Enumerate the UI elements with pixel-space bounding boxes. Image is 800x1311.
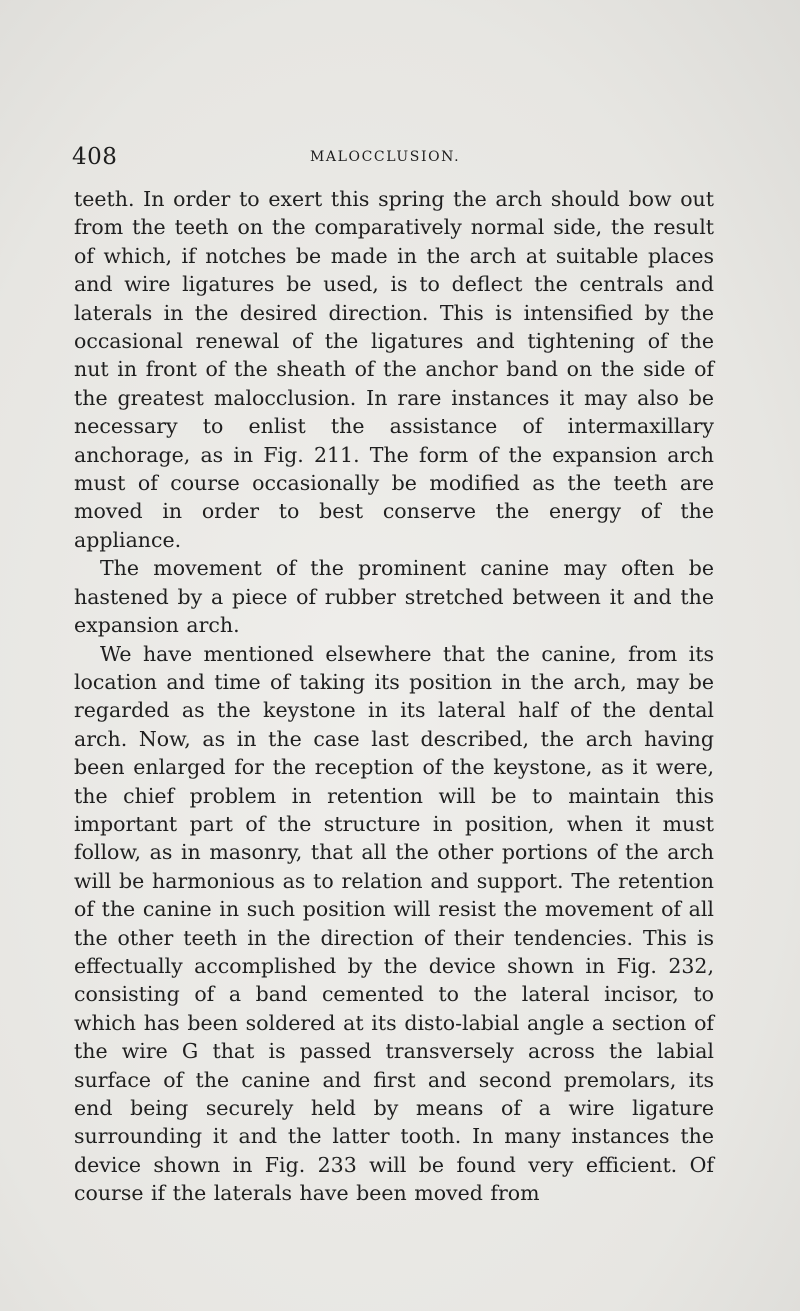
body-text bbox=[74, 185, 714, 1208]
running-head: MALOCCLUSION. bbox=[310, 149, 461, 165]
paragraph: teeth. In order to exert this spring the arch should bow out from the teeth on the comparatively normal side, the result of which, if notches be made in the arch at suitable places and wire ligatures be used, is to deflect the centrals and laterals in the desired direction. This is intensified by the occasional renewal of the ligatures and tightening of the nut in front of the sheath of the anchor band on the side of the greatest malocclusion. In rare instances it may also be necessary to enlist the assistance of intermaxillary anchorage, as in Fig. 211. The form of the expansion arch must of course occasionally be modified as the teeth are moved in order to best conserve the energy of the appliance. bbox=[74, 187, 714, 552]
paragraph: The movement of the prominent canine may often be hastened by a piece of rubber stretched between it and the expansion arch. bbox=[74, 556, 714, 638]
page-number: 408 bbox=[72, 144, 118, 170]
page-header bbox=[72, 140, 722, 180]
paragraph: We have mentioned elsewhere that the canine, from its location and time of taking its position in the arch, may be regarded as the keystone in its lateral half of the dental arch. Now, as in the case last described, the arch having been enlarged for the reception of the keystone, as it were, the chief problem in retention will be to maintain this important part of the structure in position, when it must follow, as in masonry, that all the other portions of the arch will be harmonious as to relation and support. The retention of the canine in such position will resist the movement of all the other teeth in the direction of their tendencies. This is effectually accomplished by the device shown in Fig. 232, consisting of a band cemented to the lateral incisor, to which has been soldered at its disto-labial angle a section of the wire G that is passed transversely across the labial surface of the canine and first and second premolars, its end being securely held by means of a wire ligature surrounding it and the latter tooth. In many instances the device shown in Fig. 233 will be found very efficient. Of course if the laterals have been moved from bbox=[74, 641, 714, 1206]
